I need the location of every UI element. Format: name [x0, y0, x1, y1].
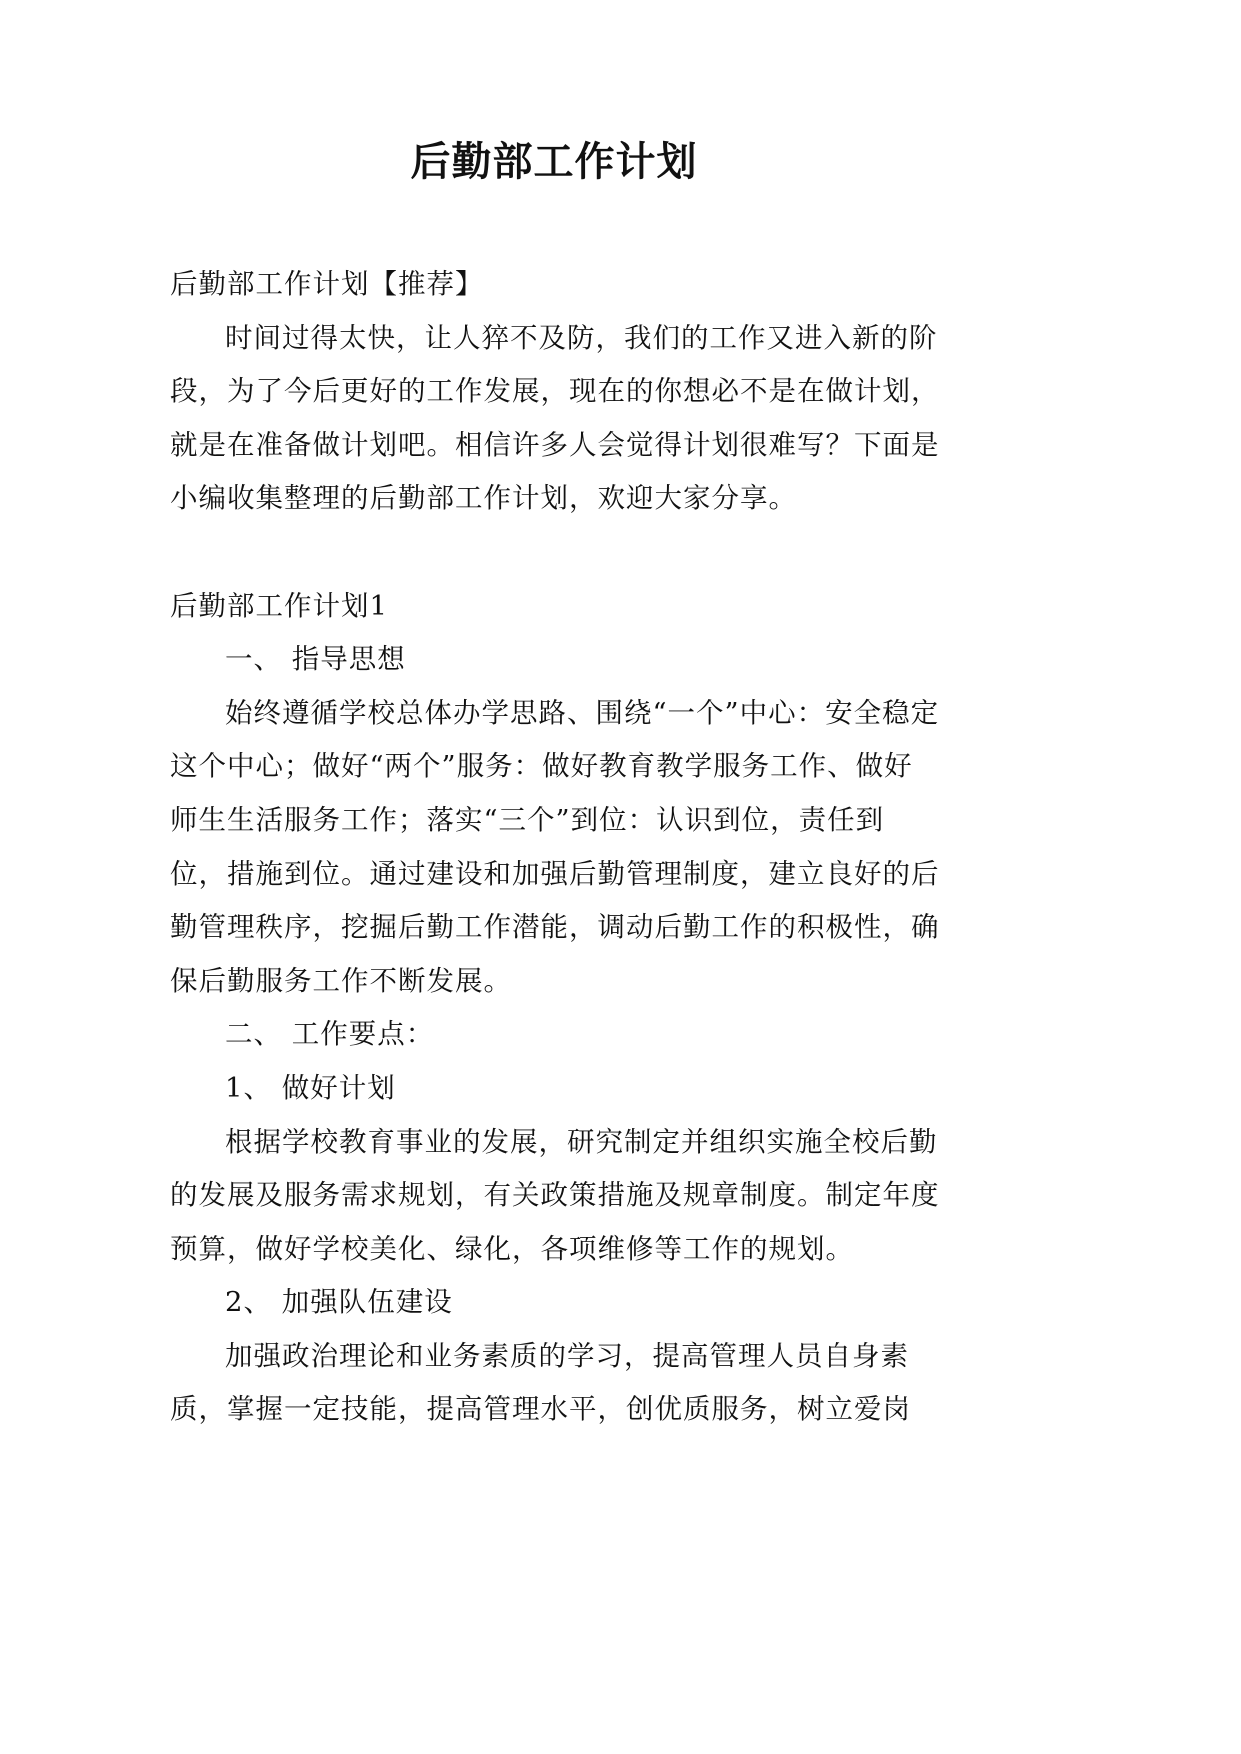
paragraph-spacer — [170, 526, 940, 580]
document-title: 后勤部工作计划 — [410, 138, 698, 185]
item-heading-planning: 1、 做好计划 — [225, 1071, 396, 1104]
document-body — [170, 258, 940, 1437]
intro-paragraph: 时间过得太快，让人猝不及防，我们的工作又进入新的阶段，为了今后更好的工作发展，现在的你想必不是在做计划，就是在准备做计划吧。相信许多人会觉得计划很难写？下面是小编收集整理的后勤部工作计划，欢迎大家分享。 — [170, 321, 940, 515]
item-heading-team-building: 2、 加强队伍建设 — [225, 1286, 453, 1319]
section-heading: 后勤部工作计划1 — [170, 589, 388, 622]
part-heading-guiding-thought: 一、 指导思想 — [225, 643, 406, 676]
team-building-paragraph: 加强政治理论和业务素质的学习，提高管理人员自身素质，掌握一定技能，提高管理水平，创优质服务，树立爱岗 — [170, 1339, 911, 1426]
planning-paragraph: 根据学校教育事业的发展，研究制定并组织实施全校后勤的发展及服务需求规划，有关政策措施及规章制度。制定年度预算，做好学校美化、绿化，各项维修等工作的规划。 — [170, 1125, 940, 1265]
guiding-thought-paragraph: 始终遵循学校总体办学思路、围绕“一个”中心：安全稳定这个中心；做好“两个”服务：做好教育教学服务工作、做好师生生活服务工作；落实“三个”到位：认识到位，责任到位，措施到位。通过建设和加强后勤管理制度，建立良好的后勤管理秩序，挖掘后勤工作潜能，调动后勤工作的积极性，确保后勤服务工作不断发展。 — [170, 696, 940, 997]
document-subtitle: 后勤部工作计划【推荐】 — [170, 268, 484, 300]
part-heading-work-points: 二、 工作要点： — [225, 1018, 435, 1051]
